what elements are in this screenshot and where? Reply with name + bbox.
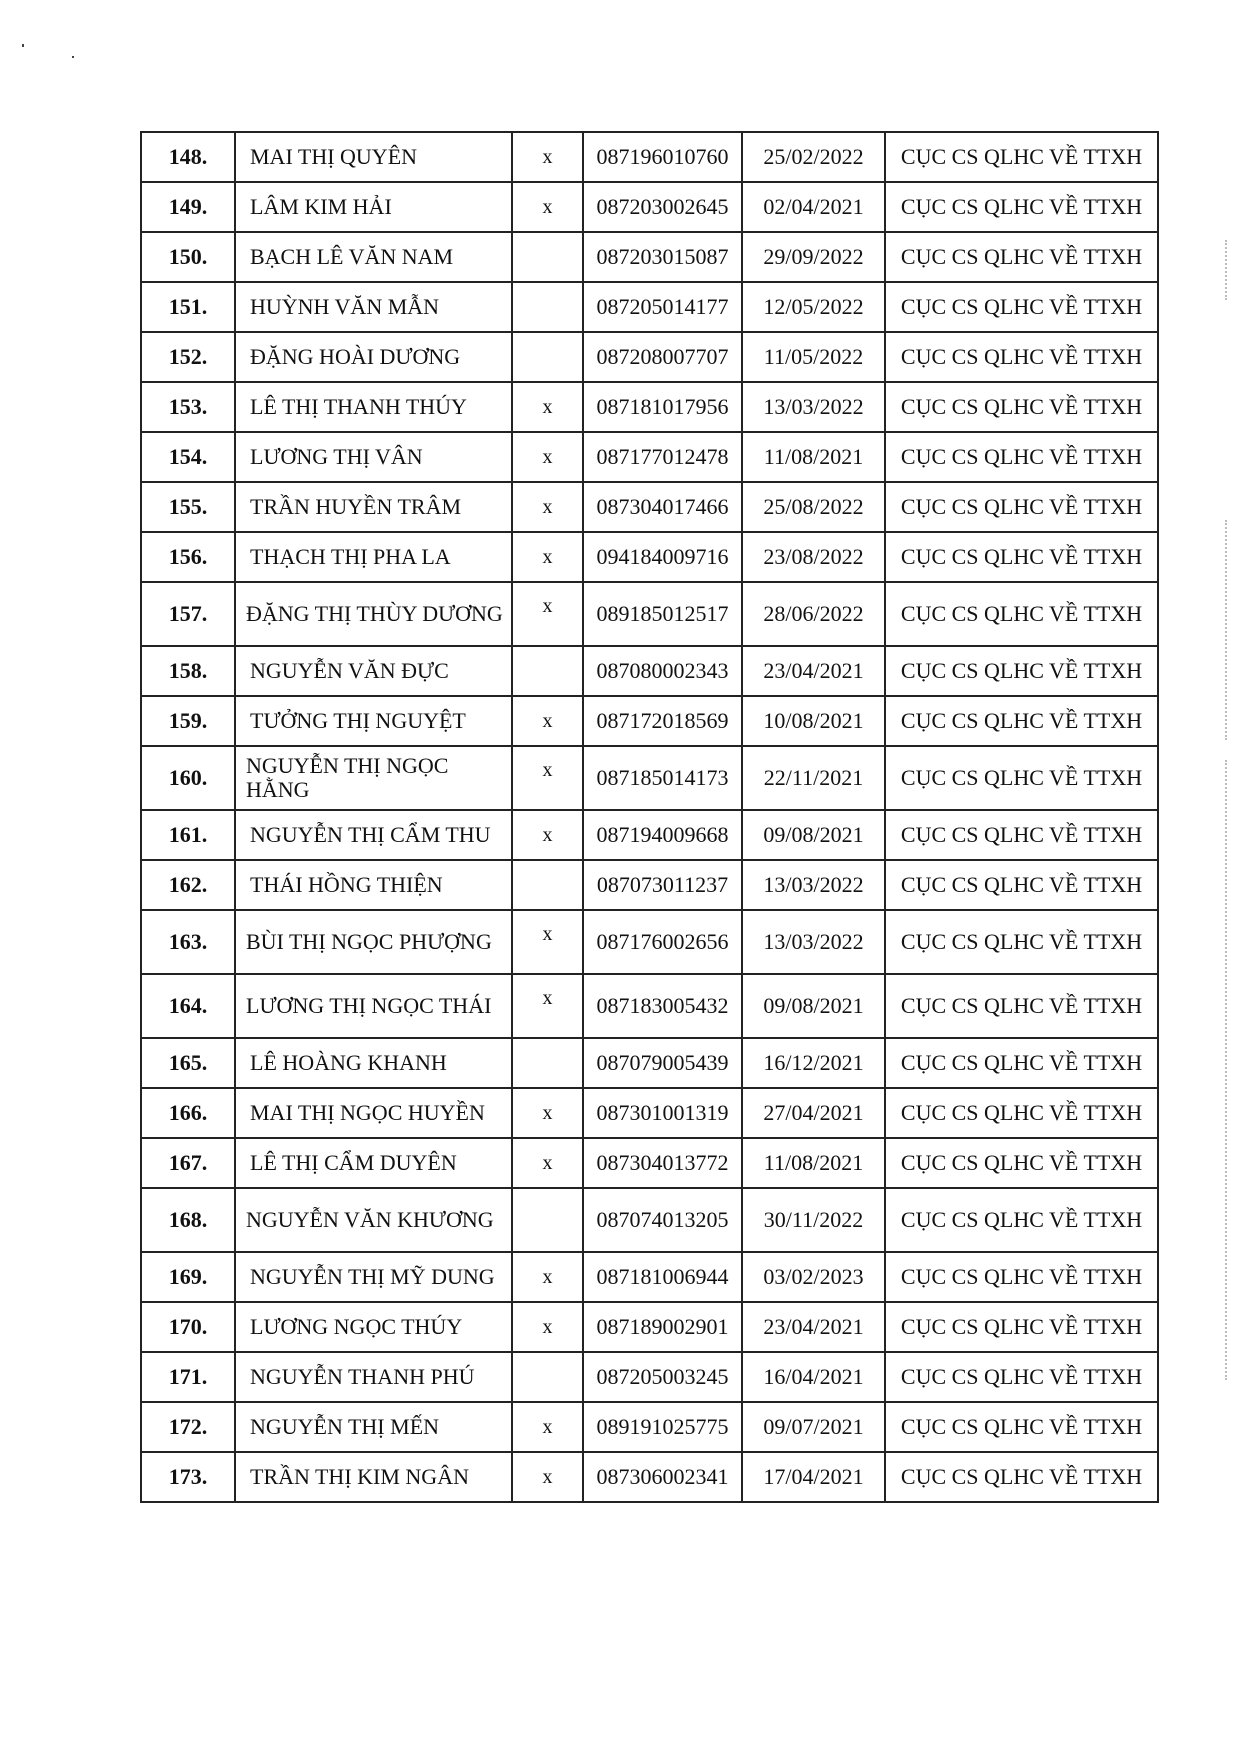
issue-date: 11/08/2021 — [742, 1138, 885, 1188]
full-name: THẠCH THỊ PHA LA — [235, 532, 512, 582]
table-row — [141, 182, 1158, 232]
gender-mark: x — [512, 746, 583, 810]
id-number: 087074013205 — [583, 1188, 742, 1252]
table-row — [141, 974, 1158, 1038]
issuing-authority: CỤC CS QLHC VỀ TTXH — [885, 1252, 1158, 1302]
issue-date: 02/04/2021 — [742, 182, 885, 232]
issuing-authority: CỤC CS QLHC VỀ TTXH — [885, 1302, 1158, 1352]
table-row — [141, 646, 1158, 696]
full-name: TRẦN THỊ KIM NGÂN — [235, 1452, 512, 1502]
id-number: 087080002343 — [583, 646, 742, 696]
issue-date: 23/08/2022 — [742, 532, 885, 582]
full-name: LƯƠNG THỊ NGỌC THÁI — [235, 974, 512, 1038]
table-row — [141, 910, 1158, 974]
row-number: 162. — [141, 860, 235, 910]
gender-mark: x — [512, 910, 583, 974]
row-number: 170. — [141, 1302, 235, 1352]
gender-mark: x — [512, 1088, 583, 1138]
row-number: 153. — [141, 382, 235, 432]
full-name: ĐẶNG THỊ THÙY DƯƠNG — [235, 582, 512, 646]
issue-date: 13/03/2022 — [742, 382, 885, 432]
issuing-authority: CỤC CS QLHC VỀ TTXH — [885, 582, 1158, 646]
full-name: BẠCH LÊ VĂN NAM — [235, 232, 512, 282]
table-row — [141, 1302, 1158, 1352]
full-name: LƯƠNG NGỌC THÚY — [235, 1302, 512, 1352]
id-number: 087181006944 — [583, 1252, 742, 1302]
issue-date: 23/04/2021 — [742, 1302, 885, 1352]
scan-edge-marks — [1225, 520, 1229, 740]
row-number: 167. — [141, 1138, 235, 1188]
gender-mark — [512, 332, 583, 382]
row-number: 156. — [141, 532, 235, 582]
gender-mark: x — [512, 582, 583, 646]
id-number: 087194009668 — [583, 810, 742, 860]
full-name: LÊ HOÀNG KHANH — [235, 1038, 512, 1088]
table-row — [141, 432, 1158, 482]
issuing-authority: CỤC CS QLHC VỀ TTXH — [885, 1188, 1158, 1252]
full-name: ĐẶNG HOÀI DƯƠNG — [235, 332, 512, 382]
full-name: TRẦN HUYỀN TRÂM — [235, 482, 512, 532]
gender-mark: x — [512, 132, 583, 182]
table-row — [141, 746, 1158, 810]
row-number: 172. — [141, 1402, 235, 1452]
id-number: 087205014177 — [583, 282, 742, 332]
row-number: 161. — [141, 810, 235, 860]
gender-mark: x — [512, 432, 583, 482]
id-number: 089191025775 — [583, 1402, 742, 1452]
table-row — [141, 132, 1158, 182]
full-name: LÂM KIM HẢI — [235, 182, 512, 232]
issue-date: 16/04/2021 — [742, 1352, 885, 1402]
full-name: LÊ THỊ THANH THÚY — [235, 382, 512, 432]
full-name: NGUYỄN THỊ MẾN — [235, 1402, 512, 1452]
row-number: 169. — [141, 1252, 235, 1302]
full-name: BÙI THỊ NGỌC PHƯỢNG — [235, 910, 512, 974]
row-number: 149. — [141, 182, 235, 232]
id-number: 087304017466 — [583, 482, 742, 532]
issuing-authority: CỤC CS QLHC VỀ TTXH — [885, 1402, 1158, 1452]
issue-date: 30/11/2022 — [742, 1188, 885, 1252]
issuing-authority: CỤC CS QLHC VỀ TTXH — [885, 432, 1158, 482]
issue-date: 28/06/2022 — [742, 582, 885, 646]
id-number: 089185012517 — [583, 582, 742, 646]
issue-date: 09/08/2021 — [742, 974, 885, 1038]
scan-speck — [22, 44, 24, 47]
id-number: 087189002901 — [583, 1302, 742, 1352]
row-number: 159. — [141, 696, 235, 746]
issue-date: 12/05/2022 — [742, 282, 885, 332]
issue-date: 13/03/2022 — [742, 860, 885, 910]
gender-mark — [512, 1352, 583, 1402]
scan-speck — [72, 56, 74, 58]
table-row — [141, 1402, 1158, 1452]
table-row — [141, 532, 1158, 582]
gender-mark: x — [512, 482, 583, 532]
row-number: 150. — [141, 232, 235, 282]
full-name: LÊ THỊ CẨM DUYÊN — [235, 1138, 512, 1188]
table-row — [141, 582, 1158, 646]
table-row — [141, 482, 1158, 532]
gender-mark: x — [512, 1138, 583, 1188]
gender-mark: x — [512, 696, 583, 746]
issue-date: 22/11/2021 — [742, 746, 885, 810]
issuing-authority: CỤC CS QLHC VỀ TTXH — [885, 1088, 1158, 1138]
scan-edge-marks — [1225, 760, 1229, 1380]
issue-date: 16/12/2021 — [742, 1038, 885, 1088]
row-number: 165. — [141, 1038, 235, 1088]
issue-date: 03/02/2023 — [742, 1252, 885, 1302]
issue-date: 29/09/2022 — [742, 232, 885, 282]
full-name: MAI THỊ QUYÊN — [235, 132, 512, 182]
id-number: 094184009716 — [583, 532, 742, 582]
table-row — [141, 1138, 1158, 1188]
issuing-authority: CỤC CS QLHC VỀ TTXH — [885, 974, 1158, 1038]
id-number: 087203015087 — [583, 232, 742, 282]
gender-mark — [512, 1188, 583, 1252]
id-number: 087073011237 — [583, 860, 742, 910]
table-row — [141, 1088, 1158, 1138]
issuing-authority: CỤC CS QLHC VỀ TTXH — [885, 132, 1158, 182]
table-row — [141, 382, 1158, 432]
full-name: MAI THỊ NGỌC HUYỀN — [235, 1088, 512, 1138]
gender-mark: x — [512, 1302, 583, 1352]
id-number: 087177012478 — [583, 432, 742, 482]
row-number: 155. — [141, 482, 235, 532]
id-number: 087176002656 — [583, 910, 742, 974]
row-number: 163. — [141, 910, 235, 974]
full-name: NGUYỄN THỊ MỸ DUNG — [235, 1252, 512, 1302]
id-number: 087183005432 — [583, 974, 742, 1038]
id-number: 087079005439 — [583, 1038, 742, 1088]
id-number: 087208007707 — [583, 332, 742, 382]
id-number: 087181017956 — [583, 382, 742, 432]
gender-mark: x — [512, 1402, 583, 1452]
issue-date: 09/08/2021 — [742, 810, 885, 860]
row-number: 164. — [141, 974, 235, 1038]
issue-date: 09/07/2021 — [742, 1402, 885, 1452]
issuing-authority: CỤC CS QLHC VỀ TTXH — [885, 860, 1158, 910]
citizen-list-table — [140, 131, 1159, 1503]
issuing-authority: CỤC CS QLHC VỀ TTXH — [885, 382, 1158, 432]
row-number: 171. — [141, 1352, 235, 1402]
id-number: 087301001319 — [583, 1088, 742, 1138]
table-row — [141, 1352, 1158, 1402]
scan-edge-marks — [1225, 240, 1229, 300]
table-row — [141, 696, 1158, 746]
issuing-authority: CỤC CS QLHC VỀ TTXH — [885, 810, 1158, 860]
row-number: 168. — [141, 1188, 235, 1252]
gender-mark: x — [512, 810, 583, 860]
gender-mark — [512, 232, 583, 282]
row-number: 160. — [141, 746, 235, 810]
id-number: 087205003245 — [583, 1352, 742, 1402]
gender-mark: x — [512, 532, 583, 582]
issuing-authority: CỤC CS QLHC VỀ TTXH — [885, 532, 1158, 582]
row-number: 154. — [141, 432, 235, 482]
full-name: NGUYỄN THỊ CẨM THU — [235, 810, 512, 860]
full-name: THÁI HỒNG THIỆN — [235, 860, 512, 910]
full-name: LƯƠNG THỊ VÂN — [235, 432, 512, 482]
id-number: 087306002341 — [583, 1452, 742, 1502]
row-number: 157. — [141, 582, 235, 646]
issue-date: 17/04/2021 — [742, 1452, 885, 1502]
table-row — [141, 232, 1158, 282]
row-number: 152. — [141, 332, 235, 382]
issuing-authority: CỤC CS QLHC VỀ TTXH — [885, 1352, 1158, 1402]
gender-mark: x — [512, 382, 583, 432]
issuing-authority: CỤC CS QLHC VỀ TTXH — [885, 482, 1158, 532]
gender-mark — [512, 282, 583, 332]
full-name: NGUYỄN VĂN KHƯƠNG — [235, 1188, 512, 1252]
issuing-authority: CỤC CS QLHC VỀ TTXH — [885, 1038, 1158, 1088]
issuing-authority: CỤC CS QLHC VỀ TTXH — [885, 332, 1158, 382]
id-number: 087172018569 — [583, 696, 742, 746]
gender-mark — [512, 646, 583, 696]
table-row — [141, 332, 1158, 382]
id-number: 087304013772 — [583, 1138, 742, 1188]
table-row — [141, 1252, 1158, 1302]
id-number: 087196010760 — [583, 132, 742, 182]
gender-mark: x — [512, 1452, 583, 1502]
issue-date: 25/08/2022 — [742, 482, 885, 532]
issuing-authority: CỤC CS QLHC VỀ TTXH — [885, 1138, 1158, 1188]
id-number: 087185014173 — [583, 746, 742, 810]
gender-mark: x — [512, 182, 583, 232]
gender-mark — [512, 860, 583, 910]
full-name: NGUYỄN VĂN ĐỰC — [235, 646, 512, 696]
issuing-authority: CỤC CS QLHC VỀ TTXH — [885, 746, 1158, 810]
issuing-authority: CỤC CS QLHC VỀ TTXH — [885, 1452, 1158, 1502]
row-number: 148. — [141, 132, 235, 182]
issue-date: 11/08/2021 — [742, 432, 885, 482]
issue-date: 25/02/2022 — [742, 132, 885, 182]
table-row — [141, 1452, 1158, 1502]
row-number: 158. — [141, 646, 235, 696]
id-number: 087203002645 — [583, 182, 742, 232]
issuing-authority: CỤC CS QLHC VỀ TTXH — [885, 232, 1158, 282]
issue-date: 27/04/2021 — [742, 1088, 885, 1138]
row-number: 151. — [141, 282, 235, 332]
row-number: 173. — [141, 1452, 235, 1502]
gender-mark — [512, 1038, 583, 1088]
full-name: TƯỞNG THỊ NGUYỆT — [235, 696, 512, 746]
table-row — [141, 860, 1158, 910]
issuing-authority: CỤC CS QLHC VỀ TTXH — [885, 182, 1158, 232]
issuing-authority: CỤC CS QLHC VỀ TTXH — [885, 696, 1158, 746]
issue-date: 10/08/2021 — [742, 696, 885, 746]
issuing-authority: CỤC CS QLHC VỀ TTXH — [885, 910, 1158, 974]
gender-mark: x — [512, 974, 583, 1038]
table-row — [141, 1188, 1158, 1252]
issue-date: 11/05/2022 — [742, 332, 885, 382]
table-row — [141, 282, 1158, 332]
table-body — [141, 132, 1158, 1502]
full-name: HUỲNH VĂN MẪN — [235, 282, 512, 332]
issue-date: 13/03/2022 — [742, 910, 885, 974]
issuing-authority: CỤC CS QLHC VỀ TTXH — [885, 282, 1158, 332]
full-name: NGUYỄN THỊ NGỌC HẰNG — [235, 746, 512, 810]
issuing-authority: CỤC CS QLHC VỀ TTXH — [885, 646, 1158, 696]
table-row — [141, 810, 1158, 860]
table-row — [141, 1038, 1158, 1088]
full-name: NGUYỄN THANH PHÚ — [235, 1352, 512, 1402]
issue-date: 23/04/2021 — [742, 646, 885, 696]
gender-mark: x — [512, 1252, 583, 1302]
row-number: 166. — [141, 1088, 235, 1138]
